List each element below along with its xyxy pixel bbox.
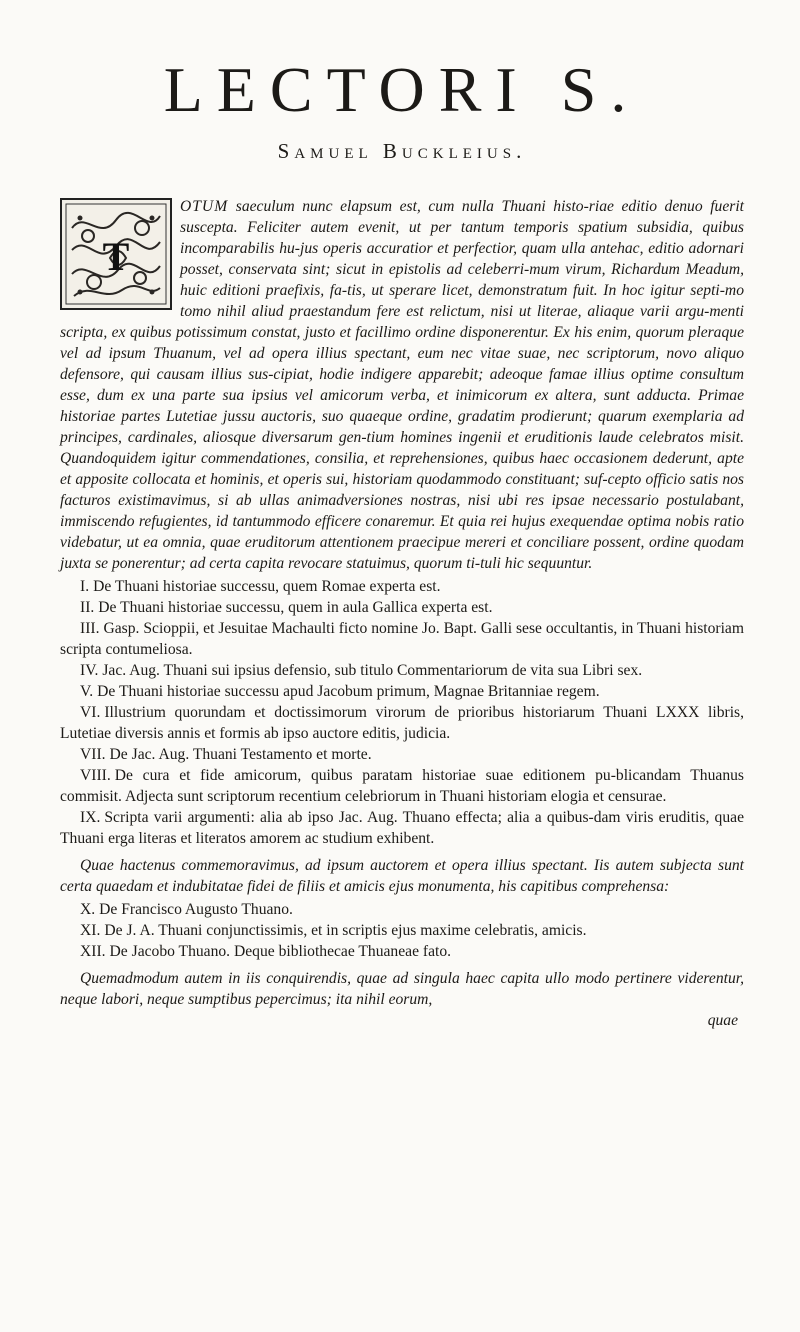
list-item: [60, 681, 744, 702]
item-number: III.: [80, 620, 100, 637]
list-item: [60, 597, 744, 618]
item-text: Jac. Aug. Thuani sui ipsius defensio, sub titulo Commentariorum de vita sua Libri sex.: [102, 662, 643, 679]
catchword: quae: [707, 1012, 738, 1029]
item-text: De Thuani historiae successu, quem Romae experta est.: [93, 578, 441, 595]
intro-text: saeculum nunc elapsum est, cum nulla Thuani histo-riae editio denuo fuerit suscepta. Feliciter autem evenit, ut per tantum temporis spatium subsidia, quibus incomparabilis hu-jus operis accuratior et perfectior, quam ulla antehac, editio adornari posset, conservata sint; sicut in epistolis ad celeberri-mum virum, Richardum Meadum, huic editioni praefixis, fa-tis, ut sperare licet, demonstratum fuit. In hoc igitur septi-mo tomo nihil aliud praestandum fere est relictum, nisi ut literae, aliaque varii argu-menti scripta, ex quibus potissimum constat, justo et facillimo ordine disponerentur. Ex his enim, quorum pleraque vel ad ipsum Thuanum, vel ad opera illius spectant, eum nec vitae suae, nec scriptorum, novo aliquo defensore, qui causam illius sus-cipiat, hodie indigere apparebit; adeoque famae illius optime consultum esse, dum ex una parte sua ipsius vel amicorum verba, et inimicorum ex altera, sunt adducta. Primae historiae partes Lutetiae jussu auctoris, suo quaeque ordine, gradatim prodierunt; quarum exemplaria ad principes, cardinales, aliosque diversarum gen-tium homines ingenii et eruditionis laude celebratos misit. Quandoquidem igitur commendationes, consilia, et reprehensiones, quibus haec occasionem dederunt, apte et apposite collocata et hominis, et operis sui, historiam quodammodo constituant; suf-cepto officio satis nos facturos existimavimus, si ab ullas animadversiones nostras, nisi ubi res ipsae necessario postulabant, immiscendo refugientes, id tantummodo efficere conaremur. Et quia rei hujus exequendae optima nobis ratio videbatur, ut ea omnia, quae eruditorum attentionem praecipue mereri et conciliare possent, ordine quodam juxta se ponerentur; ad certa capita revocare statuimus, quorum ti-tuli hic sequuntur.: [60, 198, 744, 572]
item-number: X.: [80, 901, 96, 918]
item-number: VIII.: [80, 767, 111, 784]
item-number: XII.: [80, 943, 106, 960]
item-text: De cura et fide amicorum, quibus paratam historiae suae editionem pu-blicandam Thuanus commisit. Adjecta sunt scriptorum recentium celebriorum in Thuani historiam elogia et censurae.: [60, 767, 744, 805]
list-item: [60, 618, 744, 660]
list-item: [60, 744, 744, 765]
list-item: [60, 941, 744, 962]
decorated-initial-icon: [60, 198, 172, 310]
item-number: IX.: [80, 809, 101, 826]
author-line: Samuel Buckleius.: [277, 139, 527, 163]
page-title: LECTORI S.: [163, 54, 641, 125]
item-number: VII.: [80, 746, 106, 763]
chapter-list-a: [60, 576, 744, 849]
item-text: Scripta varii argumenti: alia ab ipso Jac. Aug. Thuano effecta; alia a quibus-dam viris eruditis, quae Thuani erga literas et literatos amorem ac studium exhibent.: [60, 809, 744, 847]
page: [60, 0, 744, 1332]
list-item: [60, 576, 744, 597]
item-text: De Thuani historiae successu apud Jacobum primum, Magnae Britanniae regem.: [97, 683, 600, 700]
item-number: I.: [80, 578, 90, 595]
initial-letter: T: [102, 234, 130, 279]
item-number: IV.: [80, 662, 99, 679]
list-item: [60, 920, 744, 941]
item-number: V.: [80, 683, 94, 700]
list-item: [60, 899, 744, 920]
item-text: De Jacobo Thuano. Deque bibliothecae Thuaneae fato.: [109, 943, 452, 960]
item-text: De Thuani historiae successu, quem in aula Gallica experta est.: [98, 599, 493, 616]
item-number: XI.: [80, 922, 101, 939]
item-text: De Francisco Augusto Thuano.: [99, 901, 293, 918]
item-text: De Jac. Aug. Thuani Testamento et morte.: [109, 746, 372, 763]
closing-paragraph: Quemadmodum autem in iis conquirendis, quae ad singula haec capita ullo modo pertinere viderentur, neque labori, neque sumptibus pepercimus; ita nihil eorum,: [60, 970, 744, 1008]
item-text: De J. A. Thuani conjunctissimis, et in scriptis ejus maxime celebratis, amicis.: [104, 922, 587, 939]
item-text: Illustrium quorundam et doctissimorum virorum de prioribus historiarum Thuani LXXX libris, Lutetiae diversis annis et formis ab ipso auctore editis, judicia.: [60, 704, 744, 742]
list-item: [60, 765, 744, 807]
item-text: Gasp. Scioppii, et Jesuitae Machaulti ficto nomine Jo. Bapt. Galli sese occultantis, in Thuani historiam scripta contumeliosa.: [60, 620, 744, 658]
item-number: II.: [80, 599, 95, 616]
list-item: [60, 807, 744, 849]
list-item: [60, 660, 744, 681]
list-item: [60, 702, 744, 744]
body-text: [60, 196, 744, 1031]
chapter-list-b: [60, 899, 744, 962]
intro-lead: OTUM: [180, 198, 229, 215]
middle-paragraph: Quae hactenus commemoravimus, ad ipsum auctorem et opera illius spectant. Iis autem subjecta sunt certa quaedam et indubitatae fidei de filiis et amicis ejus monumenta, his capitibus comprehensa:: [60, 857, 744, 895]
item-number: VI.: [80, 704, 101, 721]
